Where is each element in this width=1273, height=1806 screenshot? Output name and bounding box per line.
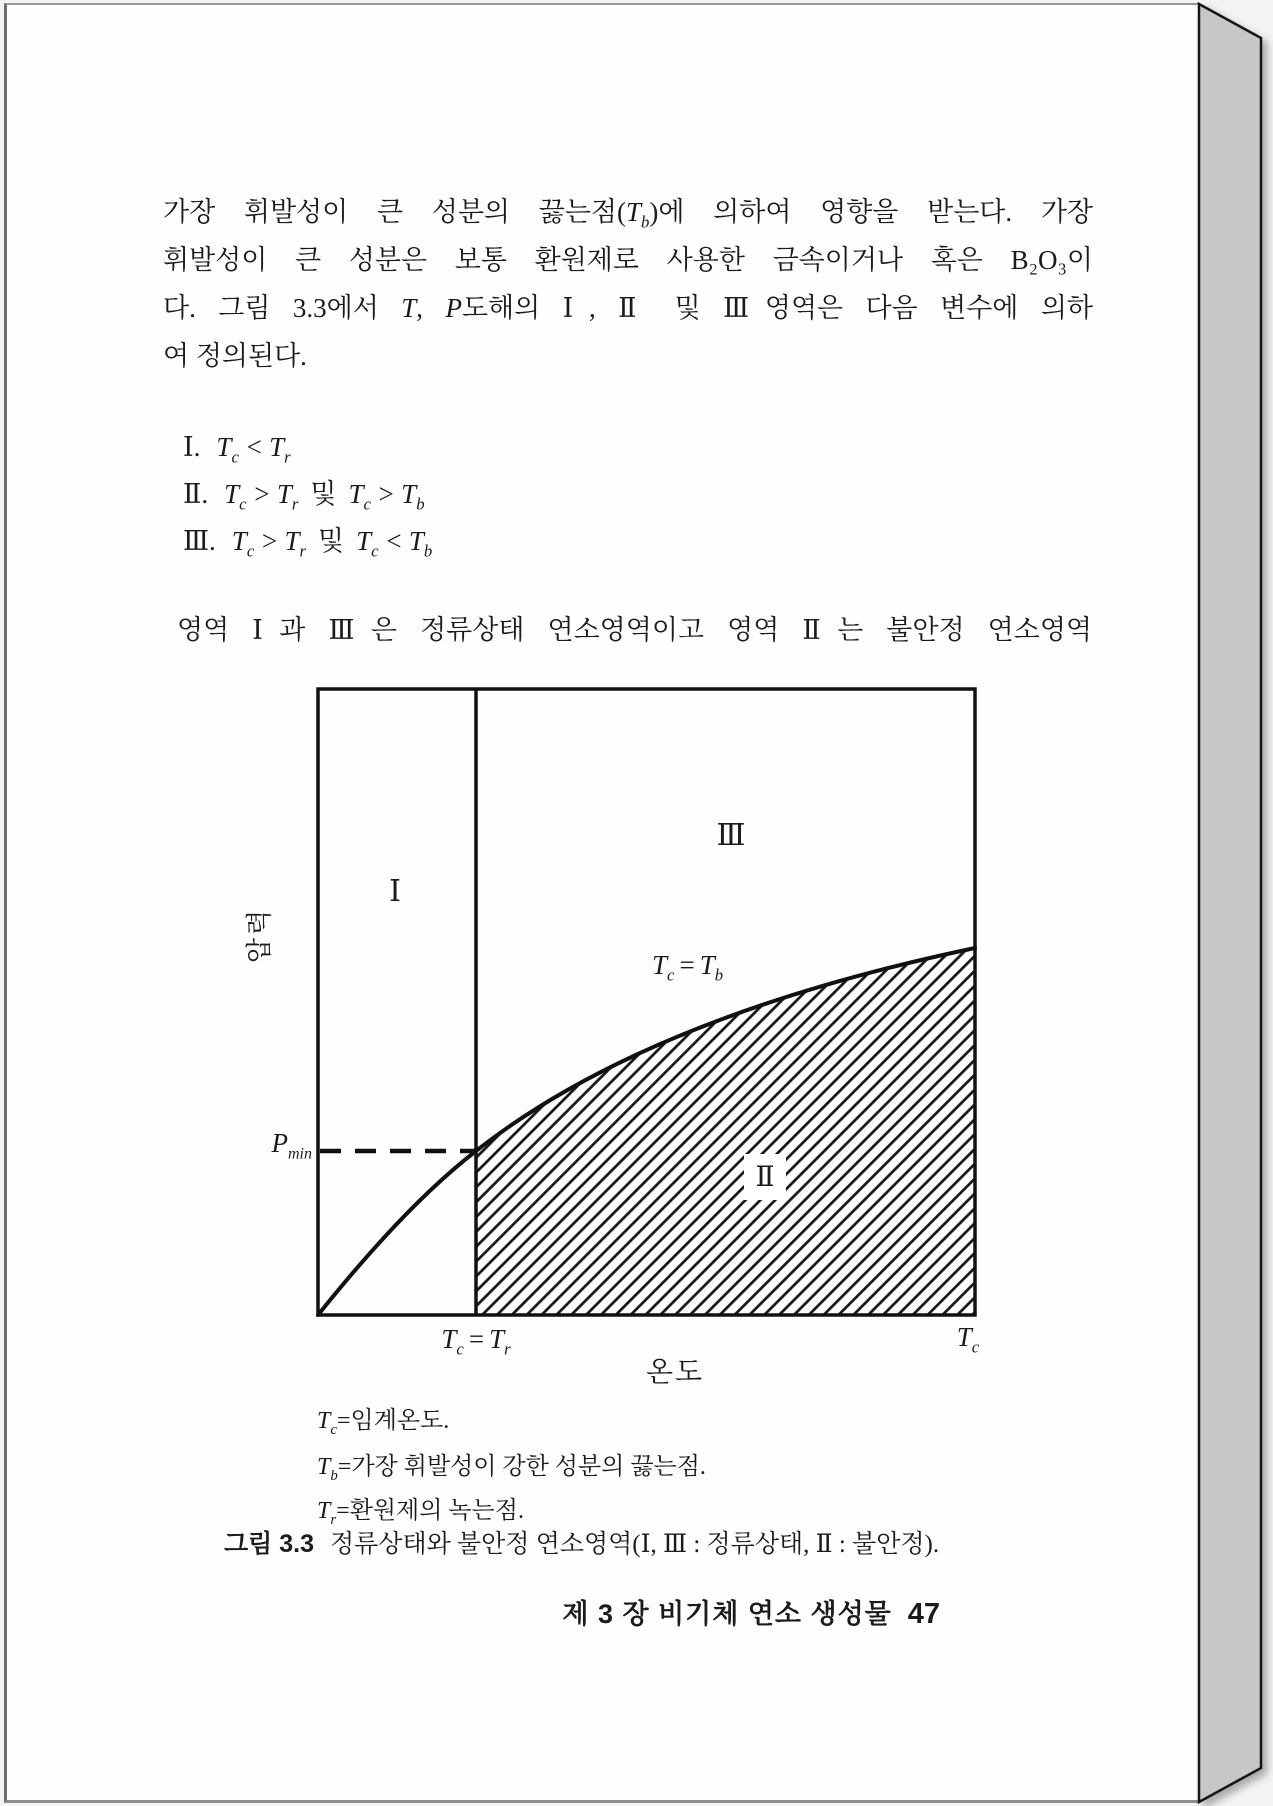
caption-text: =환원제의 녹는점.: [336, 1498, 524, 1524]
text-segment: 도해의 Ⅰ, Ⅱ 및 Ⅲ영역은 다음 변수에 의하: [461, 293, 1093, 323]
math-operator: <: [244, 432, 264, 462]
figure-caption-text: 정류상태와 불안정 연소영역(Ⅰ, Ⅲ : 정류상태, Ⅱ : 불안정).: [330, 1531, 940, 1558]
y-axis-label: 압력: [245, 906, 274, 964]
equals-sign: =: [679, 950, 695, 980]
math-var: T: [408, 526, 424, 556]
math-var: T: [956, 1322, 972, 1352]
math-var: T: [216, 432, 232, 462]
math-var: T: [231, 526, 247, 556]
conjunction-text: 및: [318, 526, 345, 556]
equals-sign: =: [468, 1324, 485, 1354]
roman-numeral: Ⅲ.: [183, 526, 216, 556]
math-sub: b: [423, 541, 433, 561]
math-sub: c: [971, 1337, 980, 1357]
conjunction-text: 및: [310, 479, 337, 509]
definition-item-2: [183, 471, 432, 518]
roman-numeral: Ⅱ.: [183, 479, 209, 509]
text-segment: )에 의하여 영향을 받는다. 가장: [649, 197, 1093, 227]
caption-def-tc: [317, 1400, 450, 1438]
paragraph-line-3: [163, 284, 1093, 332]
page-number: 47: [907, 1598, 940, 1630]
page-thickness-edge: [1199, 4, 1261, 1802]
roman-numeral: Ⅰ.: [183, 432, 201, 462]
math-var: T: [269, 432, 285, 462]
region-ii-label: Ⅱ: [744, 1154, 786, 1200]
math-var: T: [699, 950, 715, 980]
math-sub: c: [456, 1339, 464, 1359]
x-axis-label: 온도: [645, 1357, 705, 1388]
x-tick-tc: [938, 1322, 998, 1357]
math-var: T: [625, 197, 641, 227]
region-i-label: Ⅰ: [389, 875, 401, 908]
math-sub: c: [330, 1421, 337, 1438]
text-segment: 가장 휘발성이 큰 성분의 끓는점(: [163, 197, 626, 227]
definition-item-1: [183, 424, 432, 471]
chapter-title: 제 3 장 비기체 연소 생성물: [562, 1599, 892, 1629]
math-var: T: [317, 1454, 331, 1480]
caption-text: =가장 휘발성이 강한 성분의 끓는점.: [337, 1454, 706, 1480]
curve-label-tc-tb: [652, 950, 782, 985]
figure-number-label: 그림 3.3: [224, 1530, 314, 1558]
math-var: T: [401, 293, 417, 323]
x-tick-tc-tr: [398, 1324, 554, 1359]
math-var: P: [271, 1128, 288, 1158]
region-definitions-list: [183, 424, 432, 565]
math-operator: <: [384, 526, 403, 556]
math-sub: min: [288, 1145, 312, 1163]
math-operator: >: [252, 479, 271, 509]
region-summary-sentence: 영역 Ⅰ과 Ⅲ은 정류상태 연소영역이고 영역 Ⅱ는 불안정 연소영역: [177, 615, 1092, 645]
region-ii-hatched-area: [476, 948, 975, 1315]
caption-def-tb: [317, 1446, 706, 1484]
math-var: T: [489, 1324, 505, 1354]
paragraph-line-1: [163, 188, 1093, 236]
math-sub: b: [641, 212, 650, 232]
math-sub: c: [239, 494, 247, 514]
math-var: T: [317, 1408, 331, 1434]
math-var: T: [348, 479, 364, 509]
definition-item-3: [183, 518, 432, 565]
math-sub: r: [291, 494, 299, 514]
math-sub: r: [284, 447, 291, 467]
math-var: T: [441, 1324, 457, 1354]
math-var: T: [652, 950, 668, 980]
caption-text: =임계온도.: [336, 1408, 450, 1434]
figure-caption: [224, 1524, 939, 1560]
paragraph-line-4: 여 정의된다.: [163, 341, 307, 371]
math-var: T: [401, 479, 417, 509]
text-segment: 다. 그림 3.3에서: [163, 293, 402, 323]
math-operator: >: [260, 526, 279, 556]
math-sub: r: [299, 541, 307, 561]
math-sub: b: [416, 494, 425, 514]
math-sub: r: [504, 1339, 511, 1359]
math-var: T: [284, 526, 300, 556]
tp-diagram-plot: [316, 687, 977, 1317]
math-sub: c: [667, 965, 675, 985]
math-var: T: [356, 526, 372, 556]
math-sub: c: [371, 541, 379, 561]
text-segment: ,: [416, 293, 446, 323]
math-sub: c: [363, 494, 371, 514]
math-var: P: [445, 293, 462, 323]
region-iii-label: Ⅲ: [716, 819, 746, 852]
page-footer: [520, 1592, 940, 1631]
caption-def-tr: [317, 1490, 524, 1528]
math-sub: b: [330, 1467, 338, 1484]
math-sub: c: [231, 447, 239, 467]
math-sub: b: [714, 965, 724, 985]
math-sub: r: [330, 1511, 337, 1528]
math-sub: c: [246, 541, 255, 561]
paragraph-line-2: 휘발성이 큰 성분은 보통 환원제로 사용한 금속이거나 혹은 B₂O₃이: [163, 245, 1093, 275]
math-operator: >: [376, 479, 396, 509]
math-var: T: [276, 479, 292, 509]
math-var: T: [224, 479, 240, 509]
body-paragraph: [163, 188, 1093, 380]
pmin-label: [236, 1128, 312, 1163]
math-var: T: [317, 1498, 331, 1524]
